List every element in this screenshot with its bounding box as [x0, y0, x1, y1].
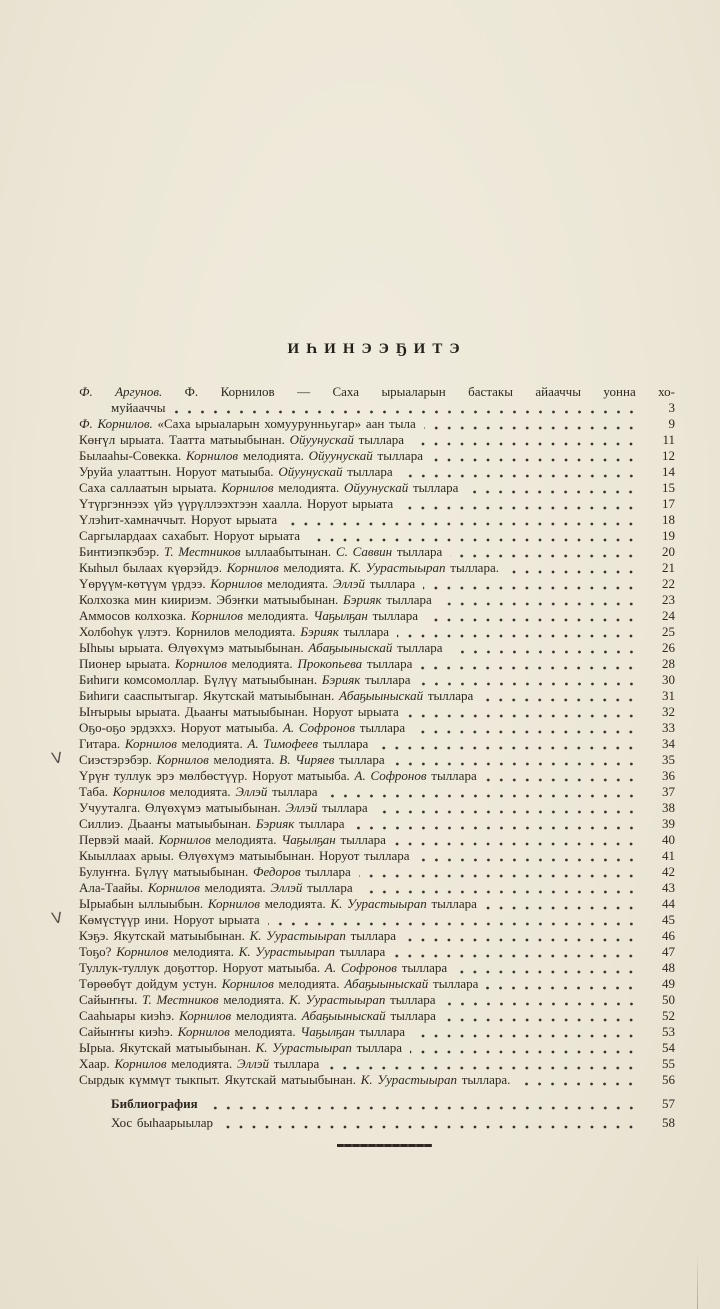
page-number: 9 — [668, 416, 675, 431]
dot-leader — [518, 1082, 642, 1086]
toc-list — [50, 384, 675, 1131]
toc-entry — [79, 640, 675, 656]
page-number: 24 — [662, 608, 675, 623]
toc-entry — [79, 1040, 675, 1056]
dot-leader — [485, 778, 642, 782]
toc-entry — [79, 960, 675, 976]
dot-leader — [413, 1034, 642, 1038]
entry-title: Хос быһаарыылар — [111, 1115, 214, 1130]
dot-leader — [444, 1018, 642, 1022]
toc-entry — [79, 608, 675, 624]
dot-leader — [440, 602, 642, 606]
toc-entry — [79, 768, 675, 784]
toc-entry — [79, 880, 675, 896]
page-number: 25 — [662, 624, 675, 639]
toc-entry — [79, 928, 675, 944]
toc-entry — [79, 480, 675, 496]
page-number: 43 — [662, 880, 675, 895]
dot-leader — [327, 1066, 642, 1070]
page-number: 47 — [662, 944, 675, 959]
toc-entry — [79, 528, 675, 544]
toc-entry — [79, 816, 675, 832]
checkmark-annotation: V — [50, 908, 65, 928]
entry-title: Таба. Корнилов мелодията. Эллэй тыллара — [79, 784, 318, 799]
dot-leader — [410, 1050, 642, 1054]
page-number: 36 — [662, 768, 675, 783]
dot-leader — [401, 474, 642, 478]
toc-entry — [79, 832, 675, 848]
toc-entry — [79, 976, 675, 992]
entry-title: Үтүргэннээх үйэ үүрүллээхтээн хаалла. Норуот ырыата — [79, 496, 394, 511]
toc-entry — [79, 448, 675, 464]
section-divider — [337, 1144, 432, 1147]
toc-entry — [79, 464, 675, 480]
dot-leader — [361, 890, 642, 894]
entry-title: Бинтиэпкэбэр. Т. Местников ыллаабытынан. С. Саввин тыллара — [79, 544, 443, 559]
toc-entry — [79, 704, 675, 720]
entry-title: Силлиэ. Дьааҥы матыыбынан. Бэрияк тыллара — [79, 816, 345, 831]
entry-title: Колхозка мин киириэм. Эбэҥки матыыбынан. Бэрияк тыллара — [79, 592, 432, 607]
toc-entry — [79, 736, 675, 752]
dot-leader — [268, 922, 642, 926]
entry-title: Үөрүүм-көтүүм үрдээ. Корнилов мелодията. Эллэй тыллара — [79, 576, 416, 591]
toc-entry — [79, 1056, 675, 1072]
toc-entry — [79, 432, 675, 448]
page-number: 17 — [662, 496, 675, 511]
dot-leader — [507, 570, 642, 574]
dot-leader — [404, 938, 642, 942]
dot-leader — [431, 458, 642, 462]
toc-entry — [79, 992, 675, 1008]
dot-leader — [444, 1002, 642, 1006]
entry-title: Ыһыы ырыата. Өлүөхүмэ матыыбынан. Абаҕыыныскай тыллара — [79, 640, 443, 655]
entry-title: Уруйа улааттын. Норуот матыыба. Ойуунускай тыллара — [79, 464, 393, 479]
page-number: 44 — [662, 896, 675, 911]
dot-leader — [455, 970, 642, 974]
page-number: 30 — [662, 672, 675, 687]
entry-title: Учууталга. Өлүөхүмэ матыыбынан. Эллэй тыллара — [79, 800, 368, 815]
entry-title: Саха саллаатын ырыата. Корнилов мелодията. Ойуунускай тыллара — [79, 480, 459, 495]
dot-leader — [426, 618, 642, 622]
toc-entry — [79, 1008, 675, 1024]
dot-leader — [394, 842, 642, 846]
page-number: 41 — [662, 848, 675, 863]
toc-entry — [79, 784, 675, 800]
toc-entry-continuation — [79, 400, 675, 416]
entry-title: Сайыҥҥы. Т. Местников мелодията. К. Уурастыырап тыллара — [79, 992, 436, 1007]
entry-title: Первэй маай. Корнилов мелодията. Чаҕылҕан тыллара — [79, 832, 386, 847]
checkmark-annotation: V — [50, 748, 65, 768]
entry-title: Ырыабын ыллыыбын. Корнилов мелодията. К. Уурастыырап тыллара — [79, 896, 477, 911]
page-number: 50 — [662, 992, 675, 1007]
entry-title: Үлэһит-хамначчыт. Норуот ырыата — [79, 512, 278, 527]
entry-title: Сырдык күммүт тыкпыт. Якутскай матыыбынан. К. Уурастыырап тыллара. — [79, 1072, 511, 1087]
entry-title: Биһиги комсомоллар. Бүлүү матыыбынан. Бэрияк тыллара — [79, 672, 411, 687]
toc-entry — [79, 848, 675, 864]
entry-title: Холбоһук үлэтэ. Корнилов мелодията. Бэрияк тыллара — [79, 624, 390, 639]
entry-title: Ала-Таайы. Корнилов мелодията. Эллэй тыллара — [79, 880, 353, 895]
toc-entry — [79, 944, 675, 960]
entry-title: Оҕо-оҕо эрдэххэ. Норуот матыыба. А. Софронов тыллара — [79, 720, 406, 735]
dot-leader — [485, 906, 642, 910]
dot-leader — [486, 986, 642, 990]
dot-leader — [174, 410, 642, 414]
page-number: 11 — [662, 432, 675, 447]
dot-leader — [424, 426, 642, 430]
toc-entry — [79, 896, 675, 912]
dot-leader — [466, 490, 642, 494]
dot-leader — [359, 874, 642, 878]
page-number: 21 — [662, 560, 675, 575]
page-number: 56 — [662, 1072, 675, 1087]
dot-leader — [413, 730, 642, 734]
entry-title: Үрүҥ туллук эрэ мөлбөстүүр. Норуот матыыба. А. Софронов тыллара — [79, 768, 477, 783]
dot-leader — [393, 762, 642, 766]
page-number: 19 — [662, 528, 675, 543]
entry-title: Биһиги сааспытыгар. Якутскай матыыбынан. Абаҕыыныскай тыллара — [79, 688, 474, 703]
entry-title: Сиэстэрэбэр. Корнилов мелодията. В. Чиряев тыллара — [79, 752, 385, 767]
toc-entry — [79, 384, 675, 400]
dot-leader — [376, 810, 642, 814]
toc-entry — [50, 748, 675, 768]
entry-title: Көҥүл ырыата. Таатта матыыбынан. Ойуунускай тыллара — [79, 432, 405, 447]
page-number: 40 — [662, 832, 675, 847]
toc-entry — [79, 720, 675, 736]
entry-title: Ф. Аргунов. Ф. Корнилов — Саха ырыаларын бастакы айааччы уонна хо- — [79, 384, 675, 399]
entry-title: Гитара. Корнилов мелодията. А. Тимофеев тыллара — [79, 736, 369, 751]
dot-leader — [420, 666, 642, 670]
toc-entry — [79, 1115, 675, 1131]
entry-title: Булуҥҥа. Бүлүү матыыбынан. Федоров тыллара — [79, 864, 351, 879]
toc-entry — [79, 416, 675, 432]
dot-leader — [412, 442, 642, 446]
page-number: 42 — [662, 864, 675, 879]
entry-title: Тоҕо? Корнилов мелодията. К. Уурастыырап тыллара — [79, 944, 386, 959]
page-number: 33 — [662, 720, 675, 735]
dot-leader — [376, 746, 642, 750]
page-number: 37 — [662, 784, 675, 799]
page-number: 3 — [668, 400, 675, 415]
dot-leader — [419, 682, 642, 686]
toc-entry — [79, 800, 675, 816]
page-number: 39 — [662, 816, 675, 831]
dot-leader — [308, 538, 642, 542]
entry-title: Аммосов колхозка. Корнилов мелодията. Чаҕылҕан тыллара — [79, 608, 419, 623]
toc-entry — [79, 592, 675, 608]
toc-entry — [79, 512, 675, 528]
dot-leader — [451, 650, 642, 654]
page-number: 34 — [662, 736, 675, 751]
page-number: 23 — [662, 592, 675, 607]
entry-title: Библиография — [111, 1096, 198, 1111]
page-number: 14 — [662, 464, 675, 479]
page-title: ИҺИНЭЭҔИТЭ — [287, 341, 467, 357]
dot-leader — [481, 698, 642, 702]
entry-title: Кыһыл былаах күөрэйдэ. Корнилов мелодията. К. Уурастыырап тыллара. — [79, 560, 499, 575]
dot-leader — [423, 586, 642, 590]
toc-entry — [79, 672, 675, 688]
toc-entry — [79, 688, 675, 704]
entry-title: Ыҥырыы ырыата. Дьааҥы матыыбынан. Норуот ырыата — [79, 704, 399, 719]
entry-title: Төрөөбүт дойдум устун. Корнилов мелодията. Абаҕыыныскай тыллара — [79, 976, 479, 991]
page-number: 57 — [662, 1096, 675, 1111]
toc-entry — [79, 624, 675, 640]
dot-leader — [397, 634, 642, 638]
dot-leader — [407, 714, 642, 718]
entry-title: Туллук-туллук доҕоттор. Норуот матыыба. А. Софронов тыллара — [79, 960, 448, 975]
page-number: 53 — [662, 1024, 675, 1039]
page-number: 12 — [662, 448, 675, 463]
page-number: 20 — [662, 544, 675, 559]
entry-title: муйааччы — [111, 400, 166, 415]
toc-entry — [79, 656, 675, 672]
entry-title: Сайыҥҥы киэһэ. Корнилов мелодията. Чаҕылҕан тыллара — [79, 1024, 405, 1039]
toc-entry — [50, 908, 675, 928]
entry-title: Былааһы-Совекка. Корнилов мелодията. Ойуунускай тыллара — [79, 448, 423, 463]
entry-title: Саргылардаах сахабыт. Норуот ырыата — [79, 528, 301, 543]
dot-leader — [326, 794, 642, 798]
entry-title: Хаар. Корнилов мелодията. Эллэй тыллара — [79, 1056, 320, 1071]
page-number: 18 — [662, 512, 675, 527]
dot-leader — [206, 1106, 642, 1110]
page-number: 15 — [662, 480, 675, 495]
entry-title: Көмүстүүр ини. Норуот ырыата — [79, 912, 260, 927]
entry-title: Ф. Корнилов. «Саха ырыаларын хомуурунньугар» аан тыла — [79, 416, 416, 431]
dot-leader — [393, 954, 642, 958]
dot-leader — [221, 1125, 642, 1129]
dot-leader — [353, 826, 642, 830]
toc-entry — [79, 1096, 675, 1112]
toc-entry — [79, 1072, 675, 1088]
page-number: 46 — [662, 928, 675, 943]
dot-leader — [418, 858, 642, 862]
page-number: 32 — [662, 704, 675, 719]
page-number: 35 — [662, 752, 675, 767]
dot-leader — [450, 554, 642, 558]
dot-leader — [401, 506, 642, 510]
toc-entry — [79, 496, 675, 512]
page-number: 49 — [662, 976, 675, 991]
entry-title: Ырыа. Якутскай матыыбынан. К. Уурастыырап тыллара — [79, 1040, 403, 1055]
page-number: 55 — [662, 1056, 675, 1071]
page-number: 38 — [662, 800, 675, 815]
entry-title: Сааһыары киэһэ. Корнилов мелодията. Абаҕыыныскай тыллара — [79, 1008, 436, 1023]
page-number: 22 — [662, 576, 675, 591]
page-number: 45 — [662, 912, 675, 927]
toc-entry — [79, 864, 675, 880]
toc-entry — [79, 560, 675, 576]
page-number: 52 — [662, 1008, 675, 1023]
toc-entry — [79, 1024, 675, 1040]
page-number: 28 — [662, 656, 675, 671]
page-number: 58 — [662, 1115, 675, 1130]
toc-entry — [79, 576, 675, 592]
entry-title: Кыыллаах арыы. Өлүөхүмэ матыыбынан. Норуот тыллара — [79, 848, 410, 863]
page-number: 26 — [662, 640, 675, 655]
page-number: 48 — [662, 960, 675, 975]
entry-title: Кэҕэ. Якутскай матыыбынан. К. Уурастыырап тыллара — [79, 928, 397, 943]
paper-crease — [697, 1253, 698, 1309]
page-number: 54 — [662, 1040, 675, 1055]
entry-title: Пионер ырыата. Корнилов мелодията. Прокопьева тыллара — [79, 656, 413, 671]
page-number: 31 — [662, 688, 675, 703]
table-of-contents-page — [50, 341, 675, 1131]
dot-leader — [285, 522, 642, 526]
toc-entry — [79, 544, 675, 560]
